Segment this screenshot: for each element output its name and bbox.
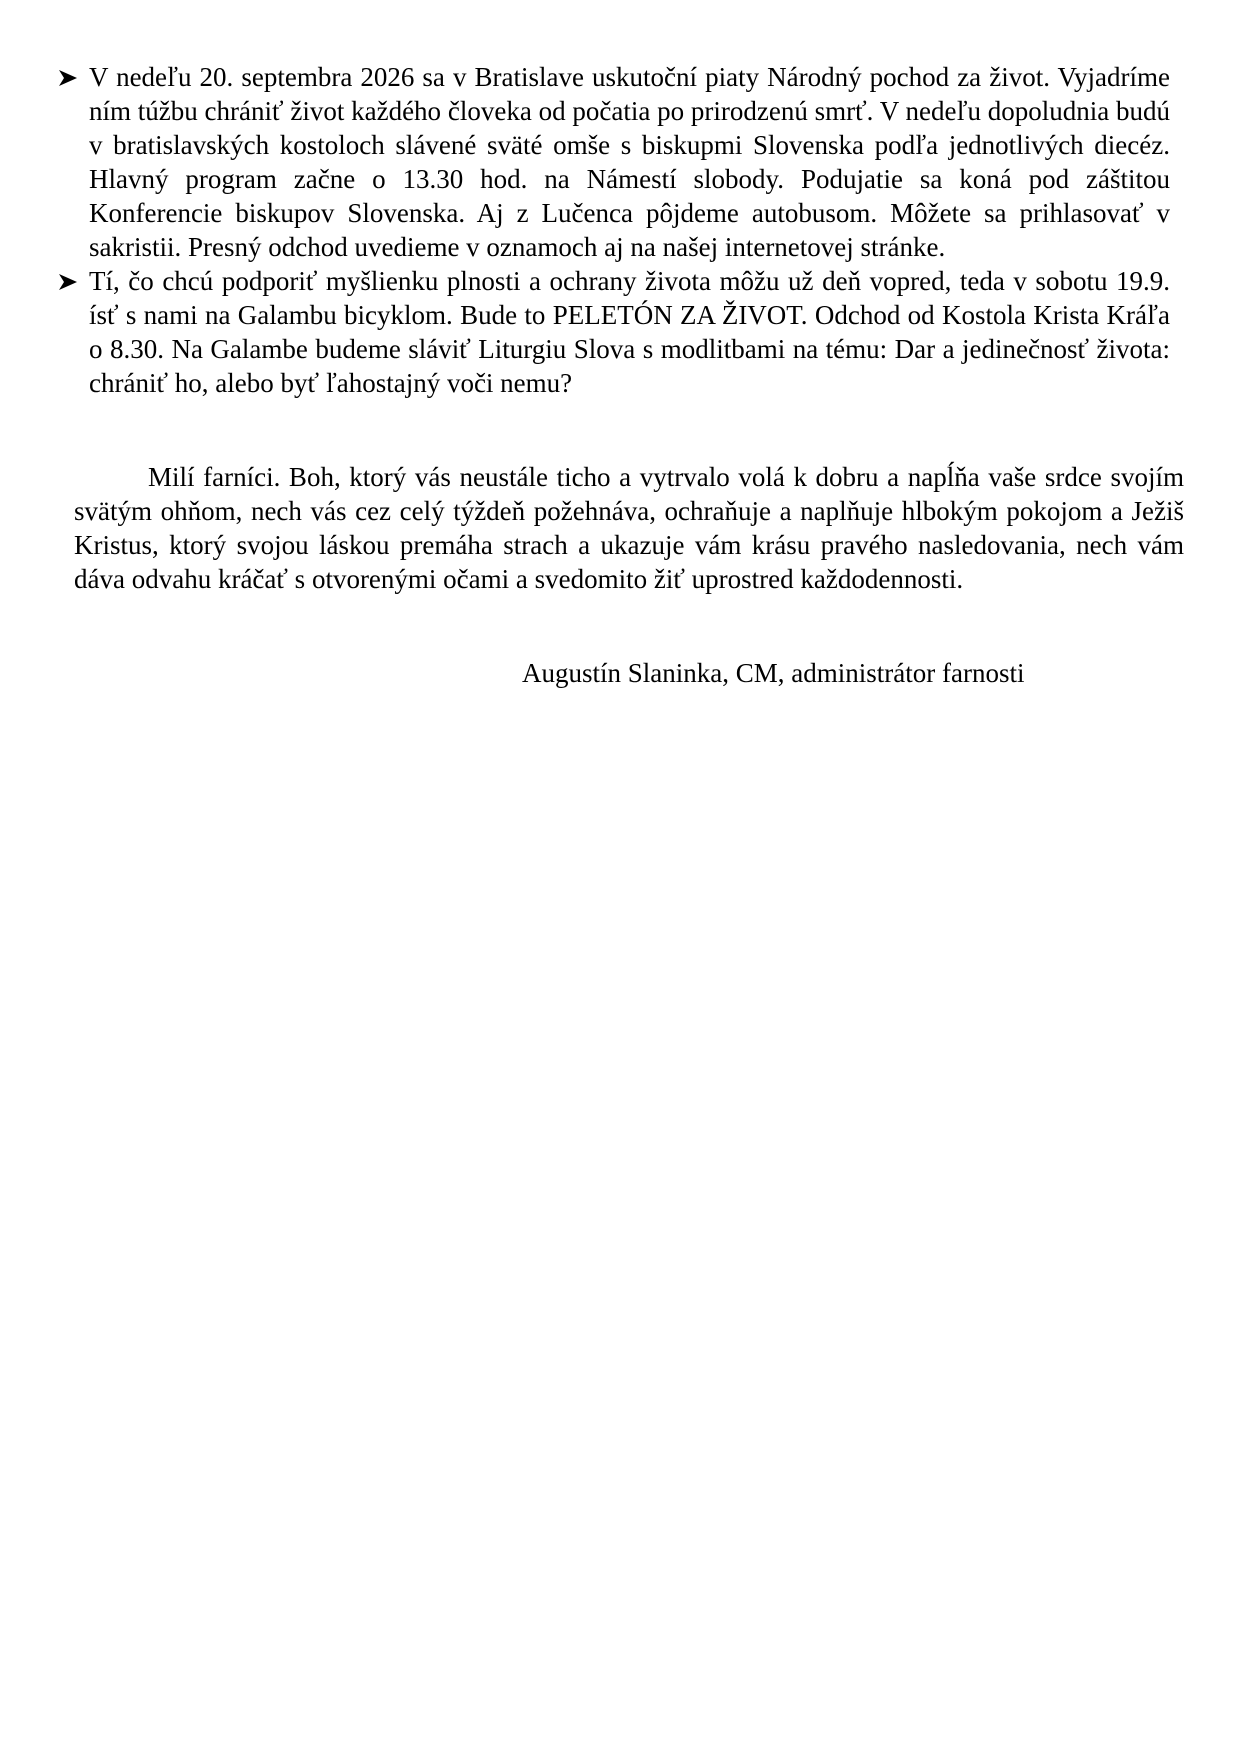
- announcement-text: Tí, čo chcú podporiť myšlienku plnosti a ochrany života môžu už deň vopred, teda v sobotu 19.9. ísť s nami na Galambu bicyklom. Bude to PELETÓN ZA ŽIVOT. Odchod od Kostola Krista Kráľa o 8.30. Na Galambe budeme sláviť Liturgiu Slova s modlitbami na tému: Dar a jedinečnosť života: chrániť ho, alebo byť ľahostajný voči nemu?: [89, 266, 1170, 398]
- announcement-text: V nedeľu 20. septembra 2026 sa v Bratislave uskutoční piaty Národný pochod za život. Vyjadríme ním túžbu chrániť život každého človeka od počatia po prirodzenú smrť. V nedeľu dopoludnia budú v bratislavských kostoloch slávené sväté omše s biskupmi Slovenska podľa jednotlivých diecéz. Hlavný program začne o 13.30 hod. na Námestí slobody. Podujatie sa koná pod záštitou Konferencie biskupov Slovenska. Aj z Lučenca pôjdeme autobusom. Môžete sa prihlasovať v sakristii. Presný odchod uvedieme v oznamoch aj na našej internetovej stránke.: [89, 62, 1170, 262]
- announcement-item: [58, 264, 1170, 400]
- announcement-item: [58, 60, 1170, 264]
- announcement-list: [58, 60, 1170, 400]
- arrowhead-bullet-icon: [58, 60, 80, 94]
- signature-line: Augustín Slaninka, CM, administrátor farnosti: [522, 658, 1025, 688]
- arrowhead-bullet-icon: [58, 264, 80, 298]
- closing-blessing-paragraph: Milí farníci. Boh, ktorý vás neustále ticho a vytrvalo volá k dobru a napĺňa vaše srdce svojím svätým ohňom, nech vás cez celý týždeň požehnáva, ochraňuje a naplňuje hlbokým pokojom a Ježiš Kristus, ktorý svojou láskou premáha strach a ukazuje vám krásu pravého nasledovania, nech vám dáva odvahu kráčať s otvorenými očami a svedomito žiť uprostred každodennosti.: [74, 462, 1184, 594]
